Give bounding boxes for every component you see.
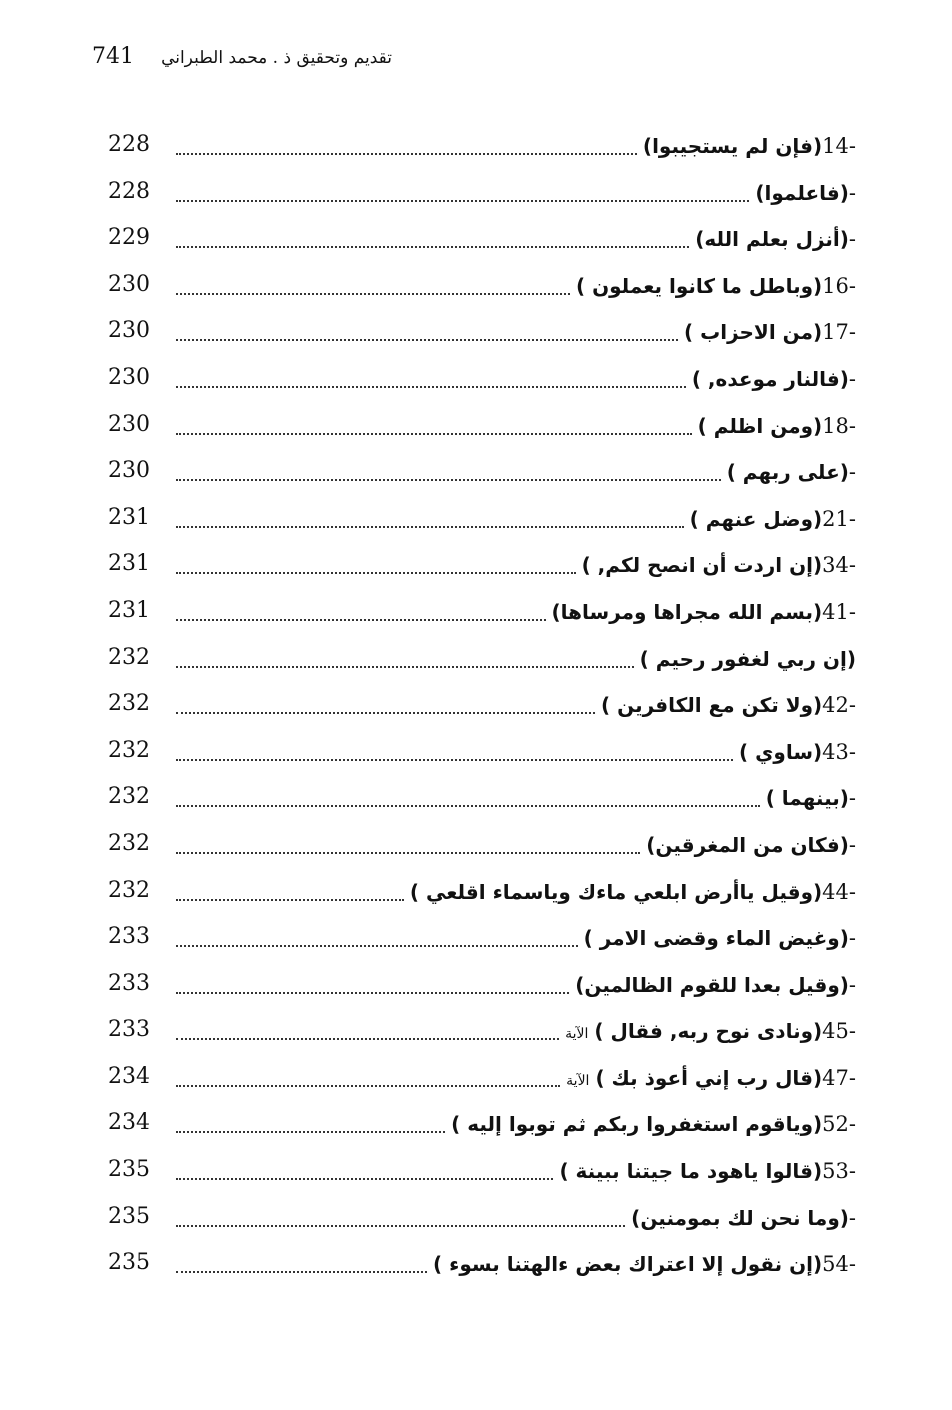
dot-leader <box>176 619 546 621</box>
toc-entry <box>574 270 856 302</box>
verse-text: (من الاحزاب ) <box>684 320 823 345</box>
verse-number: 14- <box>822 134 856 158</box>
page-number: 741 <box>92 44 134 69</box>
verse-text: (ونادى نوح ربه, فقال ) <box>594 1019 823 1044</box>
toc-entry <box>641 130 856 162</box>
verse-number: 53- <box>822 1159 856 1184</box>
toc-row <box>108 870 856 917</box>
verse-text: (قال رب إني أعوذ بك ) <box>595 1065 823 1090</box>
toc-page-number: 231 <box>108 504 150 530</box>
toc-page-number: 235 <box>108 1250 150 1276</box>
toc-page-number: 233 <box>108 1017 150 1043</box>
toc-page-number: 234 <box>108 1063 150 1089</box>
verse-number: 21- <box>822 506 856 531</box>
toc-entry <box>557 1155 856 1187</box>
dot-leader <box>176 1085 560 1087</box>
toc-entry <box>753 177 856 209</box>
verse-text: (وباطل ما كانوا يعملون ) <box>575 273 823 298</box>
toc-row <box>108 404 856 451</box>
toc-entry <box>693 223 856 255</box>
toc-row <box>108 730 856 777</box>
verse-text: (على ربهم ) <box>726 460 849 485</box>
toc-row <box>108 1149 856 1196</box>
toc-row <box>108 124 856 171</box>
toc-entry <box>563 1015 856 1050</box>
toc-page-number: 230 <box>108 411 150 437</box>
dot-leader <box>176 293 570 295</box>
toc-row <box>108 171 856 218</box>
verse-number: 47- <box>822 1065 856 1090</box>
toc-page-number: 230 <box>108 458 150 484</box>
dot-leader <box>176 479 721 481</box>
verse-number: 41- <box>822 599 856 624</box>
toc-entry <box>449 1108 856 1140</box>
dot-leader <box>176 759 733 761</box>
toc-page-number: 230 <box>108 318 150 344</box>
verse-text: (وقيل ياأرض ابلعي ماءك وياسماء اقلعي ) <box>409 879 823 904</box>
dot-leader <box>176 246 689 248</box>
dot-leader <box>176 433 692 435</box>
verse-number: 42- <box>822 693 856 718</box>
dot-leader <box>176 1038 559 1040</box>
toc-page-number: 233 <box>108 924 150 950</box>
toc-entry <box>550 596 856 628</box>
verse-text: (فالنار موعده, ) <box>691 366 849 391</box>
dot-leader <box>176 1131 445 1133</box>
verse-number: - <box>848 926 856 951</box>
verse-number: 52- <box>822 1112 856 1137</box>
dot-leader <box>176 945 578 947</box>
toc-row <box>108 310 856 357</box>
dot-leader <box>176 386 686 388</box>
toc-row <box>108 1009 856 1056</box>
toc-page-number: 228 <box>108 178 150 204</box>
dot-leader <box>176 1225 625 1227</box>
verse-text: (بينهما ) <box>765 786 849 811</box>
toc-entry <box>682 316 856 348</box>
toc-page-number: 232 <box>108 737 150 763</box>
verse-number: - <box>848 972 856 997</box>
toc-row <box>108 823 856 870</box>
verse-text: (فإن لم يستجيبوا) <box>642 134 823 158</box>
toc-row <box>108 450 856 497</box>
verse-number: 17- <box>822 320 856 345</box>
verse-text: (ومن اظلم ) <box>697 413 823 438</box>
dot-leader <box>176 805 760 807</box>
toc-page-number: 232 <box>108 877 150 903</box>
page-header <box>92 42 412 78</box>
verse-number: 16- <box>822 273 856 298</box>
toc-row <box>108 637 856 684</box>
verse-number: 54- <box>822 1252 856 1277</box>
toc-page-number: 232 <box>108 691 150 717</box>
verse-number: - <box>848 786 856 811</box>
toc-entry <box>690 363 856 395</box>
verse-text: (وقيل بعدا للقوم الظالمين) <box>575 972 849 997</box>
dot-leader <box>176 153 637 155</box>
toc-row <box>108 543 856 590</box>
verse-number: 44- <box>822 879 856 904</box>
verse-number: 18- <box>822 413 856 438</box>
toc-row <box>108 683 856 730</box>
verse-text: (وغيض الماء وقضى الامر ) <box>583 926 849 951</box>
toc-entry <box>725 456 856 488</box>
toc-page-number: 234 <box>108 1110 150 1136</box>
toc-row <box>108 264 856 311</box>
verse-number: - <box>848 460 856 485</box>
verse-text: (ساوي ) <box>738 739 823 764</box>
toc-entry <box>764 782 856 814</box>
toc-entry <box>688 503 856 535</box>
toc-row <box>108 357 856 404</box>
toc-entry <box>696 410 856 442</box>
verse-text: (ولا تكن مع الكافرين ) <box>600 693 823 718</box>
verse-text: (فكان من المغرقين) <box>646 832 849 857</box>
verse-number: - <box>848 832 856 857</box>
toc-row <box>108 776 856 823</box>
toc-row <box>108 590 856 637</box>
verse-text: (قالوا ياهود ما جيتنا ببينة ) <box>559 1159 823 1184</box>
toc-page-number: 230 <box>108 271 150 297</box>
verse-number: - <box>848 180 856 205</box>
toc-entry <box>408 876 856 908</box>
toc-row <box>108 217 856 264</box>
toc-page-number: 232 <box>108 830 150 856</box>
toc-entry <box>564 1062 856 1097</box>
verse-number: - <box>848 227 856 252</box>
toc-entry <box>431 1248 856 1280</box>
dot-leader <box>176 526 684 528</box>
verse-number: - <box>848 1205 856 1230</box>
toc-row <box>108 497 856 544</box>
toc-entry <box>599 689 856 721</box>
verse-text: (بسم الله مجراها ومرساها) <box>551 599 823 624</box>
dot-leader <box>176 1271 427 1273</box>
toc-row <box>108 1196 856 1243</box>
verse-number: 34- <box>822 553 856 578</box>
toc-entry <box>582 922 856 954</box>
toc-entry <box>580 549 856 581</box>
verse-text: (فاعلموا) <box>755 180 849 205</box>
toc-entry <box>737 736 856 768</box>
dot-leader <box>176 339 678 341</box>
verse-number: 43- <box>822 739 856 764</box>
toc-entry <box>638 643 856 675</box>
toc-page-number: 231 <box>108 551 150 577</box>
verse-note: الآية <box>566 1072 590 1089</box>
toc-row <box>108 1056 856 1103</box>
dot-leader <box>176 899 404 901</box>
toc-entry <box>644 829 856 861</box>
verse-text: (وما نحن لك بمومنين) <box>631 1205 849 1230</box>
verse-text: (أنزل بعلم الله) <box>695 227 849 252</box>
dot-leader <box>176 992 569 994</box>
running-title: تقديم وتحقيق ذ . محمد الطبراني <box>161 48 392 68</box>
verse-number: 45- <box>822 1019 856 1044</box>
dot-leader <box>176 200 749 202</box>
verse-text: (إن ربي لغفور رحيم ) <box>639 646 856 671</box>
verse-text: (إن اردت أن انصح لكم, ) <box>581 553 823 578</box>
verse-number: - <box>848 366 856 391</box>
toc-page-number: 235 <box>108 1203 150 1229</box>
toc-entry <box>573 969 856 1001</box>
toc-row <box>108 1242 856 1289</box>
toc-row <box>108 963 856 1010</box>
dot-leader <box>176 666 634 668</box>
verse-note: الآية <box>565 1026 589 1043</box>
toc-row <box>108 1102 856 1149</box>
dot-leader <box>176 572 576 574</box>
toc-page-number: 232 <box>108 784 150 810</box>
dot-leader <box>176 712 595 714</box>
dot-leader <box>176 852 640 854</box>
toc-page-number: 228 <box>108 132 150 157</box>
toc-page-number: 230 <box>108 364 150 390</box>
toc-page-number: 233 <box>108 970 150 996</box>
verse-text: (وضل عنهم ) <box>689 506 823 531</box>
dot-leader <box>176 1178 553 1180</box>
verse-text: (إن نقول إلا اعتراك بعض ءالهتنا بسوء ) <box>433 1252 823 1277</box>
toc-row <box>108 916 856 963</box>
verse-text: (وياقوم استغفروا ربكم ثم توبوا إليه ) <box>451 1112 823 1137</box>
toc-page-number: 235 <box>108 1157 150 1183</box>
toc-page-number: 231 <box>108 597 150 623</box>
toc-entry <box>629 1202 856 1234</box>
table-of-contents <box>108 124 856 1289</box>
toc-page-number: 232 <box>108 644 150 670</box>
toc-page-number: 229 <box>108 225 150 251</box>
